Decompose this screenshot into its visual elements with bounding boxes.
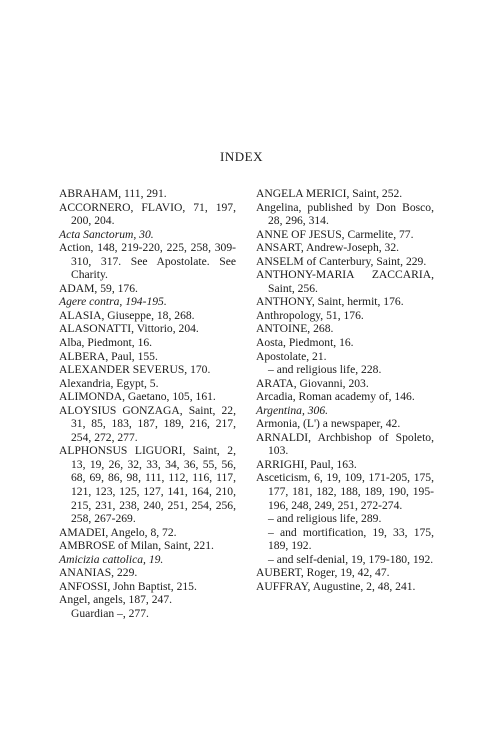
index-subentry: – and religious life, 289.	[268, 512, 382, 526]
index-entry: Agere contra, 194-195.	[59, 295, 167, 309]
index-entry: Angel, angels, 187, 247.	[59, 593, 173, 607]
index-subentry: Guardian –, 277.	[71, 606, 149, 620]
index-entry: Arcadia, Roman academy of, 146.	[256, 390, 415, 404]
index-entry: Alba, Piedmont, 16.	[59, 336, 153, 350]
index-entry: ARRIGHI, Paul, 163.	[256, 457, 357, 471]
index-entry: ACCORNERO, FLAVIO, 71, 197, 200, 204.	[59, 200, 236, 228]
index-entry: Armonia, (L') a newspaper, 42.	[256, 417, 401, 431]
index-entry: Asceticism, 6, 19, 109, 171-205, 175, 177, 181, 182, 188, 189, 190, 195-196, 248, 249, 251, 272-274.	[256, 471, 434, 512]
index-entry: ANNE OF JESUS, Carmelite, 77.	[256, 227, 414, 241]
index-entry: AUBERT, Roger, 19, 42, 47.	[256, 566, 390, 580]
index-entry: AMBROSE of Milan, Saint, 221.	[59, 539, 214, 553]
index-entry: Angelina, published by Don Bosco, 28, 296, 314.	[256, 200, 434, 228]
index-entry: ANTHONY-MARIA ZACCARIA, Saint, 256.	[256, 268, 434, 295]
index-column-right	[256, 187, 434, 593]
index-entry: ALOYSIUS GONZAGA, Saint, 22, 31, 85, 183, 187, 189, 216, 217, 254, 272, 277.	[59, 403, 236, 444]
index-entry: ALEXANDER SEVERUS, 170.	[59, 363, 211, 377]
index-subentry: – and self-denial, 19, 179-180, 192.	[268, 552, 434, 566]
index-subentry: – and mortification, 19, 33, 175, 189, 192.	[268, 525, 434, 553]
page-title: INDEX	[220, 149, 263, 164]
index-entry: ALIMONDA, Gaetano, 105, 161.	[59, 390, 216, 404]
index-entry: ANTOINE, 268.	[256, 322, 334, 336]
index-entry: Alexandria, Egypt, 5.	[59, 376, 159, 390]
index-entry: ALPHONSUS LIGUORI, Saint, 2, 13, 19, 26, 32, 33, 34, 36, 55, 56, 68, 69, 86, 98, 111, 112, 116, 117, 121, 123, 125, 127, 141, 164, 210, 215, 231, 238, 240, 251, 254, 256, 258, 267-269.	[59, 444, 236, 526]
index-entry: ANSART, Andrew-Joseph, 32.	[256, 241, 400, 255]
index-entry: Amicizia cattolica, 19.	[59, 552, 164, 566]
index-entry: Apostolate, 21.	[256, 349, 327, 363]
index-entry: ABRAHAM, 111, 291.	[59, 187, 167, 200]
index-entry: AMADEI, Angelo, 8, 72.	[59, 525, 177, 539]
index-entry: ANGELA MERICI, Saint, 252.	[256, 187, 403, 200]
index-entry: Aosta, Piedmont, 16.	[256, 336, 354, 350]
index-entry: ANANIAS, 229.	[59, 566, 138, 580]
index-column-left	[59, 187, 236, 621]
index-entry: ARNALDI, Archbishop of Spoleto, 103.	[256, 430, 434, 458]
index-entry: ALBERA, Paul, 155.	[59, 349, 158, 363]
index-entry: ANSELM of Canterbury, Saint, 229.	[256, 254, 427, 268]
index-entry: ADAM, 59, 176.	[59, 281, 138, 295]
index-entry: ARATA, Giovanni, 203.	[256, 376, 369, 390]
index-entry: Acta Sanctorum, 30.	[59, 227, 154, 241]
index-entry: Action, 148, 219-220, 225, 258, 309-310, 317. See Apostolate. See Charity.	[59, 241, 236, 282]
index-entry: ALASONATTI, Vittorio, 204.	[59, 322, 199, 336]
index-entry: Anthropology, 51, 176.	[256, 308, 364, 322]
index-entry: ANFOSSI, John Baptist, 215.	[59, 579, 197, 593]
index-entry: AUFFRAY, Augustine, 2, 48, 241.	[256, 579, 416, 593]
index-entry: Argentina, 306.	[256, 403, 329, 417]
index-entry: ANTHONY, Saint, hermit, 176.	[256, 295, 404, 309]
index-subentry: – and religious life, 228.	[268, 363, 382, 377]
index-entry: ALASIA, Giuseppe, 18, 268.	[59, 308, 195, 322]
